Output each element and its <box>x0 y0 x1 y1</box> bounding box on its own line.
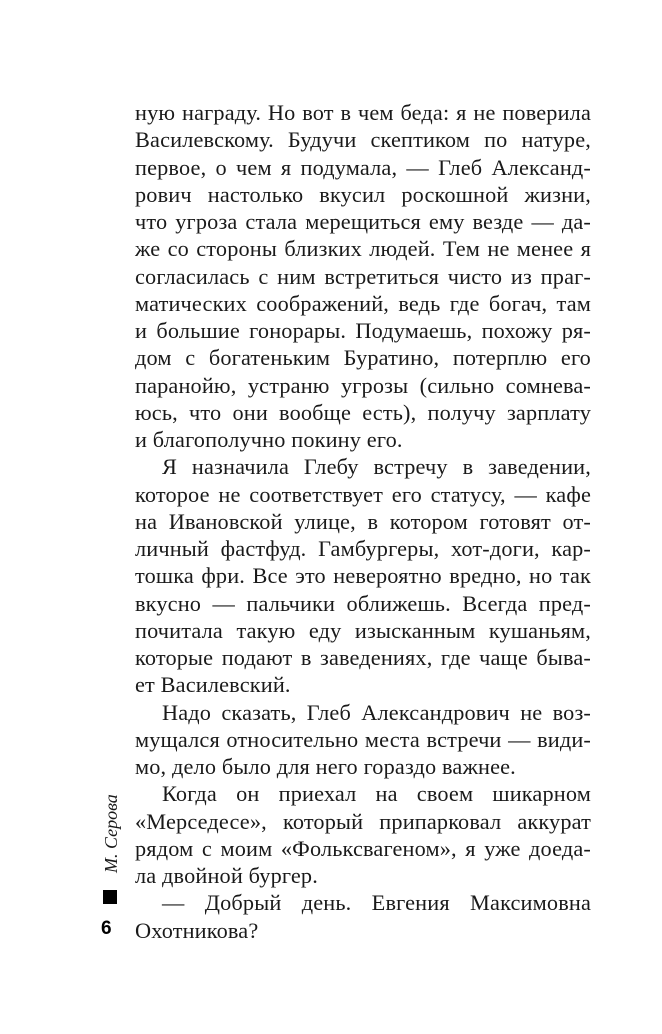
text-line: рядом с моим «Фольксвагеном», я уже доеда- <box>135 835 591 861</box>
text-line: тошка фри. Все это невероятно вредно, но так <box>135 563 591 589</box>
text-line: матических соображений, ведь где богач, там <box>135 290 591 316</box>
author-name: М. Серова <box>101 794 121 873</box>
text-line: мо, дело было для него гораздо важнее. <box>135 754 516 779</box>
text-line: которое не соответствует его статусу, — кафе <box>135 481 591 507</box>
page-number: 6 <box>101 918 112 939</box>
text-line: Надо сказать, Глеб Александрович не воз- <box>162 699 591 725</box>
text-line: Охотникова? <box>135 917 259 943</box>
text-line: вкусно — пальчики оближешь. Всегда пред- <box>135 590 591 616</box>
text-line: мущался относительно места встречи — види- <box>135 726 591 752</box>
text-line: — Добрый день. Евгения Максимовна <box>162 890 591 916</box>
text-line: ную награду. Но вот в чем беда: я не поверила <box>135 100 591 125</box>
text-line: и благополучно покину его. <box>135 427 403 452</box>
text-line: согласилась с ним встретиться чисто из праг- <box>135 263 591 289</box>
paragraph <box>135 699 591 781</box>
text-line: которые подают в заведениях, где чаще быва- <box>135 645 591 670</box>
text-line: Я назначила Глебу встречу в заведении, <box>162 454 591 480</box>
paragraph <box>135 99 591 453</box>
text-line: почитала такую еду изысканным кушаньям, <box>135 617 591 643</box>
paragraph <box>135 453 591 698</box>
text-line: ла двойной бургер. <box>135 863 318 888</box>
paragraph <box>135 889 591 944</box>
text-line: первое, о чем я подумала, — Глеб Александ- <box>135 154 591 180</box>
text-line: и большие гонорары. Подумаешь, похожу ря- <box>135 318 591 343</box>
text-line: личный фастфуд. Гамбургеры, хот-доги, кар- <box>135 536 591 561</box>
book-page-text <box>135 99 591 944</box>
text-line: дом с богатеньким Буратино, потерплю его <box>135 345 591 371</box>
text-line: ет Василевский. <box>135 672 291 698</box>
text-line: Василевскому. Будучи скептиком по натуре, <box>135 127 591 153</box>
text-line: что угроза стала мерещиться ему везде — да- <box>135 209 591 234</box>
text-line: юсь, что они вообще есть), получу зарплату <box>135 399 591 425</box>
paragraph <box>135 780 591 889</box>
text-line: на Ивановской улице, в котором готовят от- <box>135 508 591 534</box>
text-line: рович настолько вкусил роскошной жизни, <box>135 181 591 207</box>
text-line: паранойю, устраню угрозы (сильно сомнева- <box>135 372 591 398</box>
text-line: Когда он приехал на своем шикарном <box>162 781 591 807</box>
text-line: же со стороны близких людей. Тем не менее я <box>135 236 591 262</box>
square-marker-icon <box>103 890 117 904</box>
text-line: «Мерседесе», который припарковал аккурат <box>135 808 591 834</box>
